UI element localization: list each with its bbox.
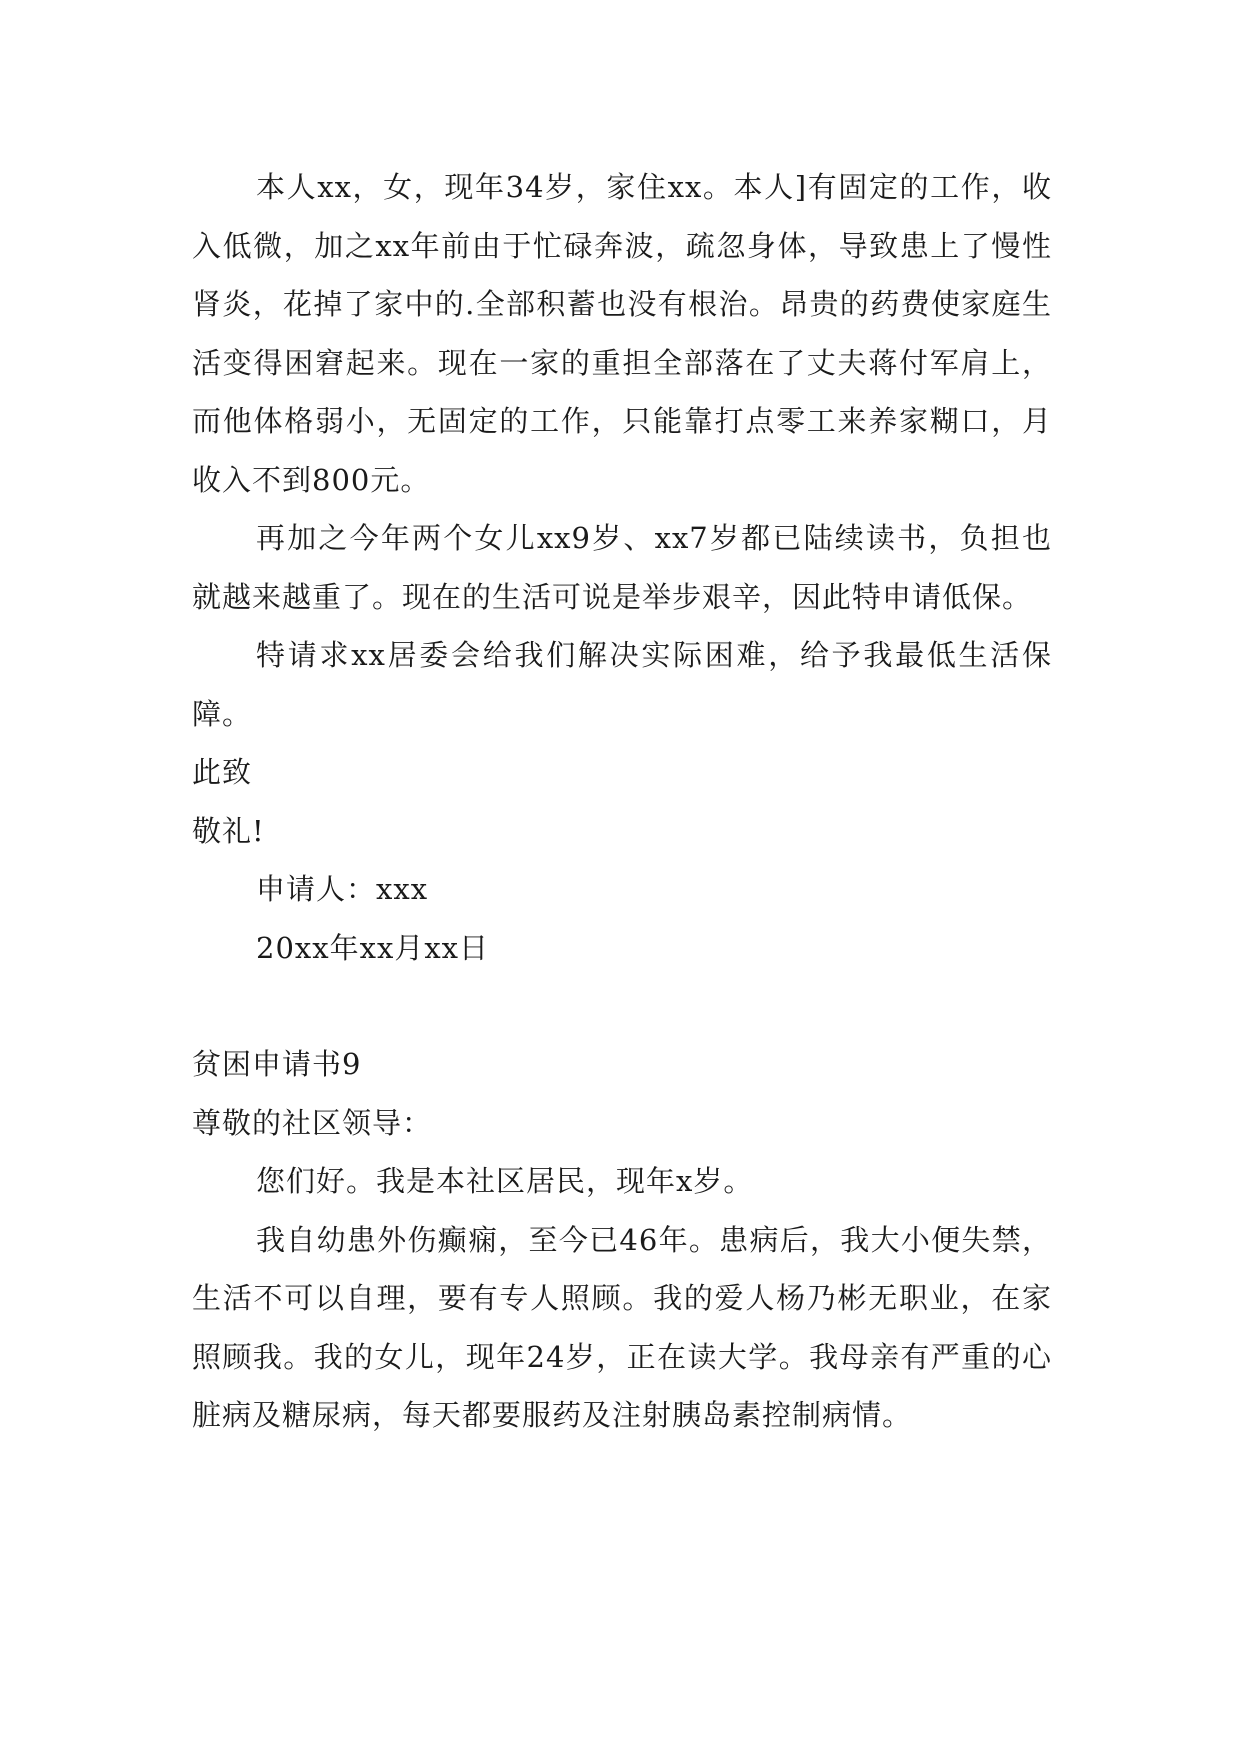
- letter1-paragraph-3: 特请求xx居委会给我们解决实际困难，给予我最低生活保障。: [192, 638, 1052, 731]
- letter1-closing-jing-li: 敬礼!: [192, 813, 265, 848]
- section-gap: [192, 977, 1052, 1035]
- letter2-title: 贫困申请书9: [192, 1047, 362, 1081]
- letter2-paragraph-1: 您们好。我是本社区居民，现年x岁。: [256, 1164, 754, 1198]
- letter2-paragraph-2: 我自幼患外伤癫痫，至今已46年。患病后，我大小便失禁，生活不可以自理，要有专人照顾。我的爱人杨乃彬无职业，在家照顾我。我的女儿，现年24岁，正在读大学。我母亲有严重的心脏病及糖尿病，每天都要服药及注射胰岛素控制病情。: [192, 1222, 1052, 1432]
- document-body: [192, 158, 1052, 1445]
- letter1-applicant: 申请人：xxx: [256, 872, 429, 906]
- letter1-paragraph-1: 本人xx，女，现年34岁，家住xx。本人]有固定的工作，收入低微，加之xx年前由于忙碌奔波，疏忽身体，导致患上了慢性肾炎，花掉了家中的.全部积蓄也没有根治。昂贵的药费使家庭生活变得困窘起来。现在一家的重担全部落在了丈夫蒋付军肩上，而他体格弱小，无固定的工作，只能靠打点零工来养家糊口，月收入不到800元。: [192, 170, 1052, 497]
- letter1-paragraph-2: 再加之今年两个女儿xx9岁、xx7岁都已陆续读书，负担也就越来越重了。现在的生活可说是举步艰辛，因此特申请低保。: [192, 521, 1052, 614]
- letter1-closing-ci-zhi: 此致: [192, 755, 253, 789]
- letter2-salutation: 尊敬的社区领导：: [192, 1105, 433, 1140]
- letter1-date: 20xx年xx月xx日: [256, 930, 490, 965]
